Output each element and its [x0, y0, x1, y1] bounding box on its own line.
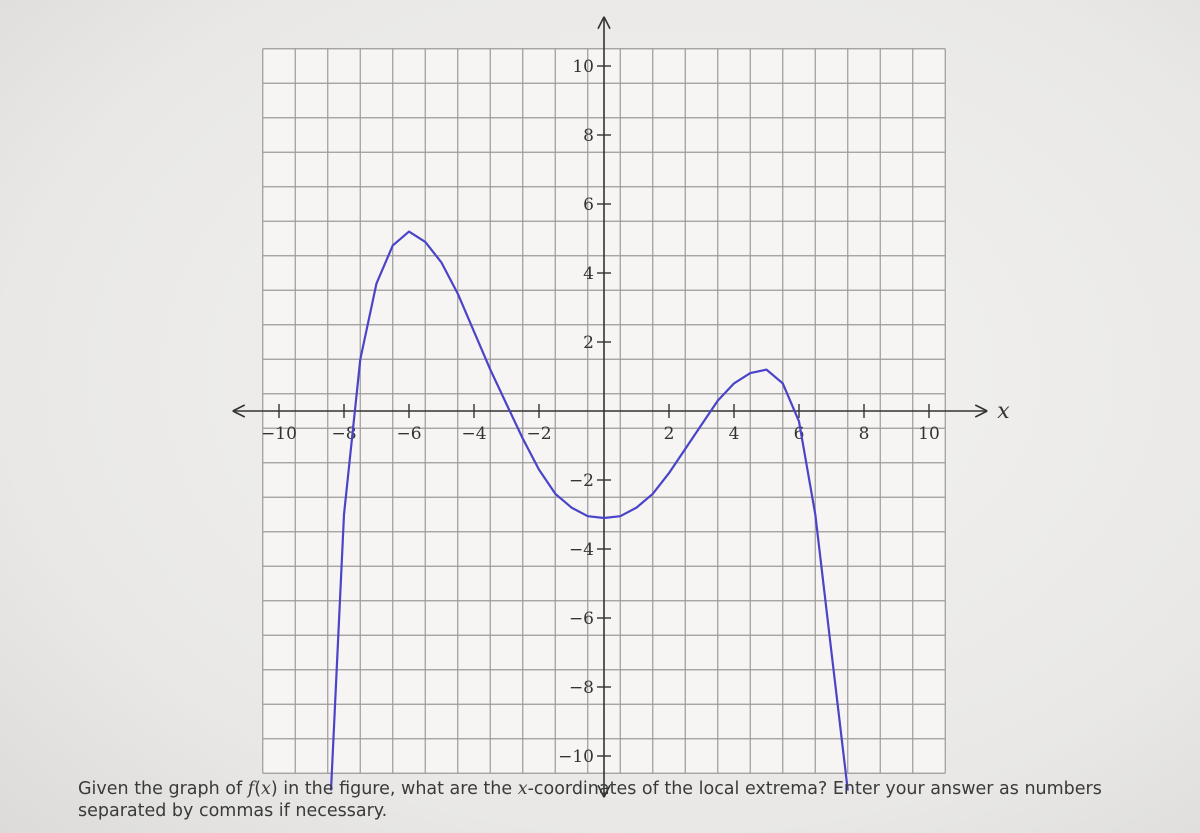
y-tick-label: 8 [583, 126, 594, 146]
y-tick-label: −8 [568, 678, 594, 698]
x-tick-label: −8 [331, 424, 357, 444]
x-tick-label: 2 [663, 424, 675, 444]
question-text [78, 778, 1168, 822]
y-tick-label: 6 [583, 195, 594, 215]
y-tick-label: −10 [558, 747, 594, 767]
y-tick-label: −4 [568, 540, 594, 560]
x-tick-label: 10 [918, 424, 940, 444]
x-axis-label: x [997, 399, 1010, 424]
x-tick-label: 8 [858, 424, 870, 444]
y-tick-label: −2 [568, 471, 594, 491]
x-tick-label: −4 [461, 424, 487, 444]
y-tick-label: −6 [568, 609, 594, 629]
y-tick-label: 4 [583, 264, 594, 284]
x-tick-label: −10 [261, 424, 297, 444]
function-variable: x [261, 779, 271, 799]
x-tick-label: −6 [396, 424, 422, 444]
y-tick-label: 2 [583, 333, 594, 353]
question-part-1: Given the graph of [78, 779, 248, 799]
question-part-3: -coordinates of the local extrema? Enter your answer as numbers separated by commas if necessary. [78, 779, 1102, 821]
x-tick-label: 4 [728, 424, 740, 444]
function-name: f [247, 779, 255, 799]
x-tick-label: −2 [526, 424, 552, 444]
x-tick-label: 6 [793, 424, 805, 444]
paren-open: ( [254, 779, 262, 799]
x-variable: x [517, 779, 528, 799]
question-part-2: in the figure, what are the [277, 779, 518, 799]
paren-close: ) [270, 779, 278, 799]
y-tick-label: 10 [572, 57, 594, 77]
